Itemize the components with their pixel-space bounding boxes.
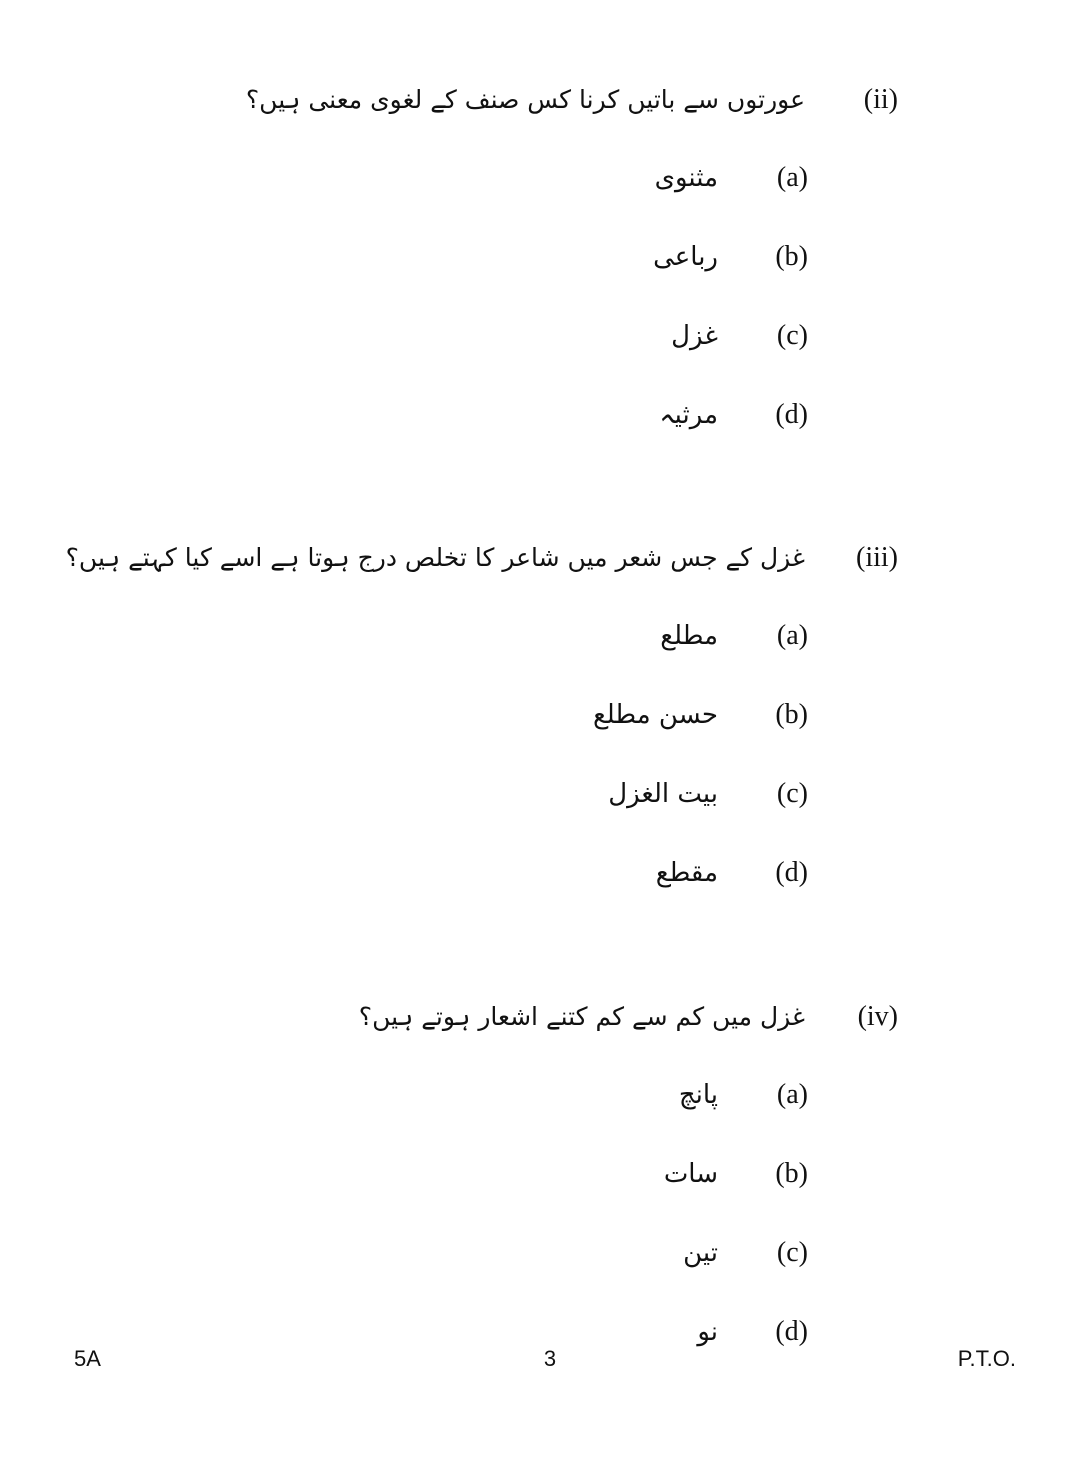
option-label: (a) xyxy=(776,1079,808,1110)
option-label: (d) xyxy=(775,1316,808,1347)
footer-pto: P.T.O. xyxy=(957,1346,1016,1371)
option-label: (c) xyxy=(776,778,808,809)
option-text: پانچ xyxy=(678,1080,718,1110)
option-c xyxy=(0,774,1090,814)
question-iv xyxy=(0,997,1090,1457)
option-text: حسن مطلع xyxy=(592,700,718,730)
option-c xyxy=(0,316,1090,356)
option-c xyxy=(0,1233,1090,1273)
option-label: (a) xyxy=(776,162,808,193)
option-text: مطلع xyxy=(660,621,718,651)
question-text: غزل میں کم سے کم کتنے اشعار ہوتے ہیں؟ xyxy=(358,1002,805,1031)
option-b xyxy=(0,695,1090,735)
option-text: غزل xyxy=(671,321,718,351)
question-iii xyxy=(0,538,1090,998)
option-text: مثنوی xyxy=(654,163,718,193)
option-d xyxy=(0,395,1090,435)
question-number: (iii) xyxy=(856,542,898,573)
option-b xyxy=(0,237,1090,277)
option-label: (b) xyxy=(775,241,808,272)
option-b xyxy=(0,1154,1090,1194)
question-number: (ii) xyxy=(863,84,898,115)
footer-page-number: 3 xyxy=(543,1346,557,1371)
question-number: (iv) xyxy=(857,1001,898,1032)
option-label: (b) xyxy=(775,1158,808,1189)
option-text: نو xyxy=(697,1317,718,1347)
option-text: مقطع xyxy=(655,858,718,888)
option-text: تین xyxy=(683,1238,718,1268)
option-label: (d) xyxy=(775,857,808,888)
option-a xyxy=(0,158,1090,198)
option-text: رباعی xyxy=(653,242,718,272)
option-a xyxy=(0,1075,1090,1115)
question-text: عورتوں سے باتیں کرنا کس صنف کے لغوی معنی ہیں؟ xyxy=(245,85,805,114)
option-text: مرثیہ xyxy=(659,400,718,430)
option-label: (d) xyxy=(775,399,808,430)
question-ii xyxy=(0,80,1090,540)
option-label: (b) xyxy=(775,699,808,730)
option-text: بیت الغزل xyxy=(608,779,718,809)
option-a xyxy=(0,616,1090,656)
option-label: (a) xyxy=(776,620,808,651)
option-text: سات xyxy=(663,1159,718,1189)
option-label: (c) xyxy=(776,1237,808,1268)
option-d xyxy=(0,853,1090,893)
footer-paper-code: 5A xyxy=(74,1346,101,1371)
option-label: (c) xyxy=(776,320,808,351)
question-text: غزل کے جس شعر میں شاعر کا تخلص درج ہوتا ہے اسے کیا کہتے ہیں؟ xyxy=(65,543,805,572)
